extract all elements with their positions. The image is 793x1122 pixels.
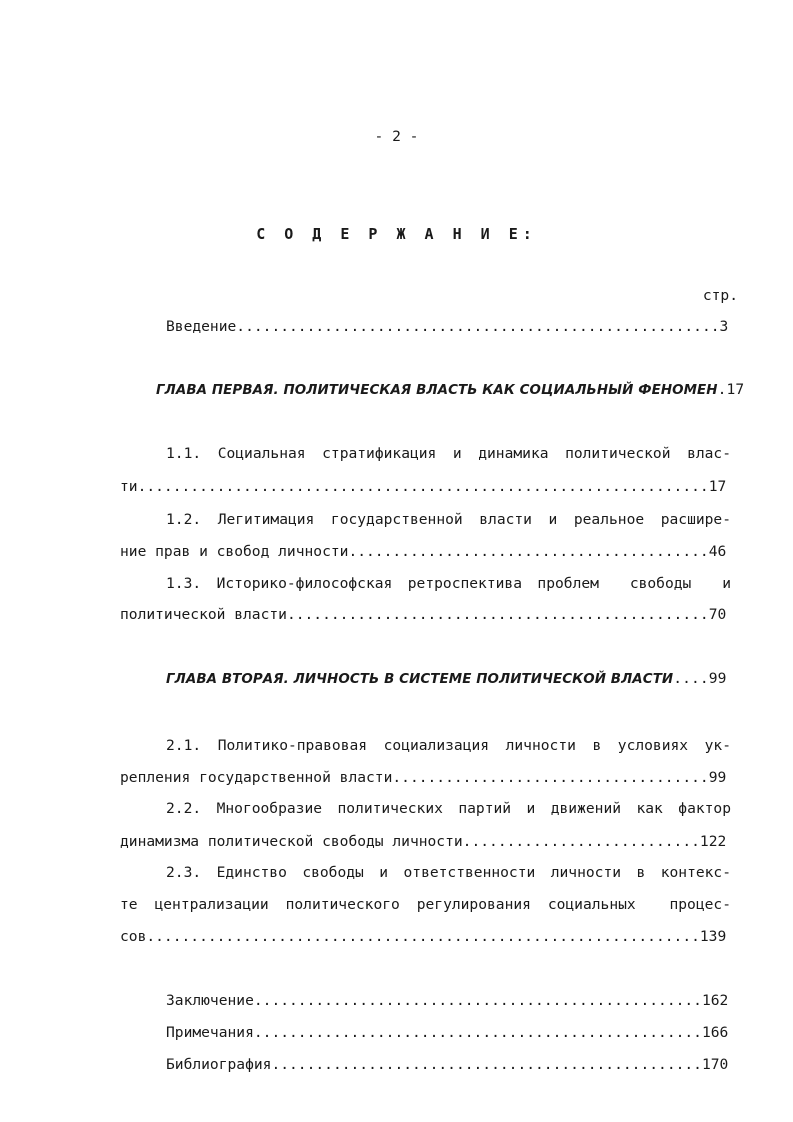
toc-section-1-1-line1: 1.1. Социальная стратификация и динамика политической влас- (166, 445, 731, 462)
toc-label: Введение (166, 318, 237, 335)
toc-chapter-1 (156, 379, 745, 402)
toc-section-1-3-line1: 1.3. Историко-философская ретроспектива проблем свободы и (166, 575, 731, 592)
dot-leader: .................................... (392, 769, 709, 786)
toc-section-2-3-line3 (120, 926, 732, 948)
toc-section-1-2-line2 (120, 541, 732, 563)
dot-leader: ................................................ (286, 606, 709, 623)
toc-page-number: 70 (708, 606, 727, 623)
toc-label: политической власти (120, 606, 287, 623)
toc-conclusion (166, 990, 732, 1012)
toc-page-number: 139 (699, 928, 727, 945)
toc-label: ГЛАВА ПЕРВАЯ. ПОЛИТИЧЕСКАЯ ВЛАСТЬ КАК СОЦИАЛЬНЫЙ ФЕНОМЕН (156, 383, 718, 398)
toc-intro (166, 316, 732, 338)
page-title: С О Д Е Р Ж А Н И Е: (256, 225, 537, 243)
dot-leader: ................................................... (253, 992, 702, 1009)
dot-leader: ....................................................... (236, 318, 720, 335)
toc-label: Примечания (166, 1024, 254, 1041)
toc-page-number: 17 (726, 381, 745, 398)
toc-section-2-3-line1: 2.3. Единство свободы и ответственности личности в контекс- (166, 864, 731, 881)
toc-page-number: 162 (701, 992, 729, 1009)
toc-label: динамизма политической свободы личности (120, 833, 463, 850)
toc-section-2-2-line1: 2.2. Многообразие политических партий и движений как фактор (166, 800, 731, 817)
toc-label: ние прав и свобод личности (120, 543, 349, 560)
toc-page-number: 99 (708, 769, 727, 786)
toc-label: ГЛАВА ВТОРАЯ. ЛИЧНОСТЬ В СИСТЕМЕ ПОЛИТИЧЕСКОЙ ВЛАСТИ (166, 672, 674, 687)
toc-label: Заключение (166, 992, 254, 1009)
toc-page-number: 99 (708, 670, 727, 687)
dot-leader: ........................... (462, 833, 700, 850)
toc-label: Библиография (166, 1056, 272, 1073)
dot-leader: ......................................... (348, 543, 709, 560)
dot-leader: ................................................... (253, 1024, 702, 1041)
toc-section-2-1-line1: 2.1. Политико-правовая социализация личности в условиях ук- (166, 737, 731, 754)
toc-section-1-1-line2 (120, 476, 732, 498)
dot-leader: ................................................. (271, 1056, 702, 1073)
toc-notes (166, 1022, 732, 1044)
dot-leader: ............................................................... (146, 928, 700, 945)
dot-leader: . (717, 381, 727, 398)
toc-page-number: 17 (708, 478, 727, 495)
toc-section-2-2-line2 (120, 831, 732, 853)
toc-label: ти (120, 478, 138, 495)
toc-label: репления государственной власти (120, 769, 393, 786)
toc-page-number: 3 (719, 318, 729, 335)
toc-section-2-3-line2: те централизации политического регулирования социальных процес- (120, 896, 731, 913)
dot-leader: ................................................................. (137, 478, 709, 495)
toc-section-1-3-line2 (120, 604, 732, 626)
toc-chapter-2 (166, 668, 732, 691)
toc-label: сов (120, 928, 147, 945)
toc-section-2-1-line2 (120, 767, 732, 789)
toc-section-1-2-line1: 1.2. Легитимация государственной власти и реальное расшире- (166, 511, 731, 528)
toc-page-number: 122 (699, 833, 727, 850)
toc-bibliography (166, 1054, 732, 1076)
pages-label: стр. (702, 287, 738, 304)
toc-page-number: 166 (701, 1024, 729, 1041)
page-number: - 2 - (374, 128, 419, 145)
dot-leader: .... (673, 670, 709, 687)
toc-page-number: 170 (701, 1056, 729, 1073)
toc-page-number: 46 (708, 543, 727, 560)
